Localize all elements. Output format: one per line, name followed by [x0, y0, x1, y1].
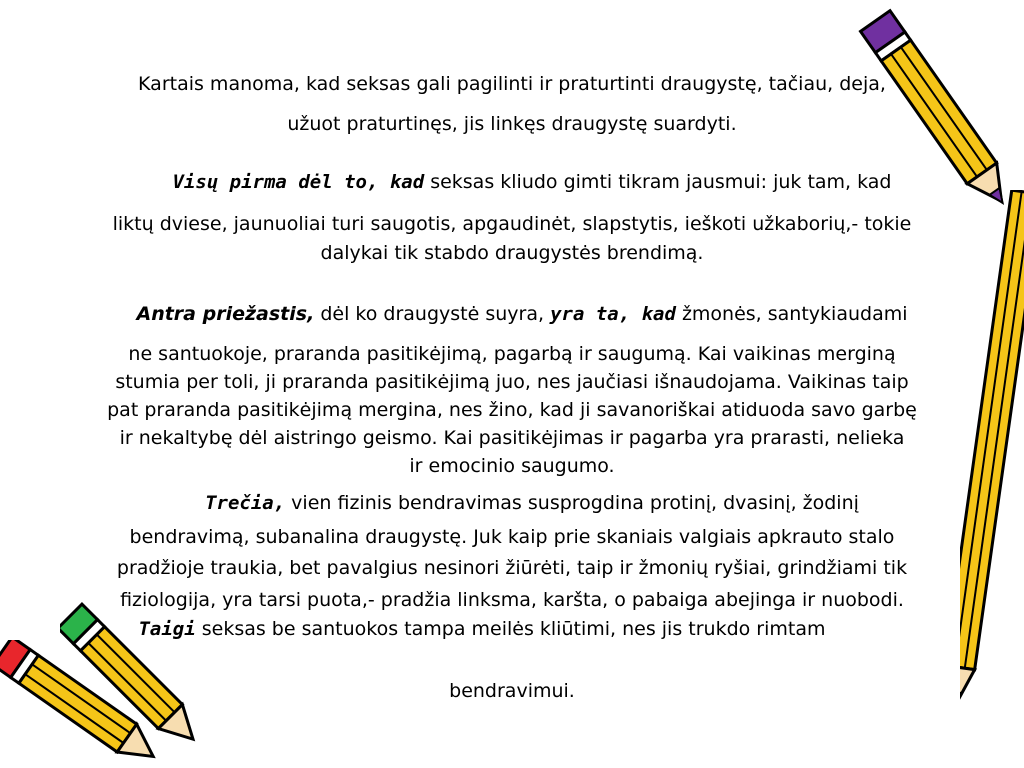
paragraph-4-line-2: bendravimą, subanalina draugystę. Juk kaip prie skaniais valgiais apkrauto stalo — [129, 526, 895, 548]
paragraph-2-line-2: liktų dviese, jaunuoliai turi saugotis, apgaudinėt, slapstytis, ieškoti užkaborių,- tokie — [112, 213, 912, 235]
paragraph-3-line-2: ne santuokoje, praranda pasitikėjimą, pagarbą ir saugumą. Kai vaikinas merginą — [128, 343, 896, 365]
pencil-icon-bottom-left-red — [0, 640, 160, 768]
emphasis-yra-ta-kad: yra ta, kad — [550, 303, 676, 325]
paragraph-2-line-1: Visų pirma dėl to, kad seksas kliudo gimti tikram jausmui: juk tam, kad — [172, 171, 892, 193]
paragraph-3-line-3: stumia per toli, ji praranda pasitikėjimą juo, nes jaučiasi išnaudojama. Vaikinas taip — [115, 371, 909, 393]
emphasis-visu-pirma: Visų pirma dėl to, kad — [172, 171, 425, 193]
paragraph-4-line-4: fiziologija, yra tarsi puota,- pradžia linksma, karšta, o pabaiga abejinga ir nuobodi. — [120, 589, 904, 611]
paragraph-3-line-4: pat praranda pasitikėjimą mergina, nes žino, kad ji savanoriškai atiduoda savo garbę — [107, 399, 917, 421]
paragraph-1-line-2: užuot praturtinęs, jis linkęs draugystę suardyti. — [287, 113, 737, 135]
paragraph-4-line-1: Trečia, vien fizinis bendravimas susprogdina protinį, dvasinį, žodinį — [205, 492, 859, 514]
paragraph-5-line-2: bendravimui. — [449, 680, 575, 702]
paragraph-1-line-1: Kartais manoma, kad seksas gali pagilinti ir praturtinti draugystę, tačiau, deja, — [138, 73, 886, 95]
emphasis-taigi: Taigi — [138, 618, 196, 640]
paragraph-3-line-6: ir emocinio saugumo. — [409, 455, 615, 477]
paragraph-2-line-3: dalykai tik stabdo draugystės brendimą. — [320, 242, 704, 264]
paragraph-5-line-1: Taigi seksas be santuokos tampa meilės kliūtimi, nes jis trukdo rimtam — [138, 618, 826, 640]
paragraph-3-line-5: ir nekaltybę dėl aistringo geismo. Kai pasitikėjimas ir pagarba yra prarasti, nelieka — [119, 427, 905, 449]
emphasis-antra-priezastis: Antra priežastis, — [136, 303, 315, 325]
paragraph-3-line-1: Antra priežastis, dėl ko draugystė suyra, yra ta, kad žmonės, santykiaudami — [136, 303, 908, 325]
paragraph-4-line-3: pradžioje traukia, bet pavalgius nesinori žiūrėti, taip ir žmonių ryšiai, grindžiami tik — [116, 557, 908, 579]
emphasis-trecia: Trečia, — [205, 492, 286, 514]
